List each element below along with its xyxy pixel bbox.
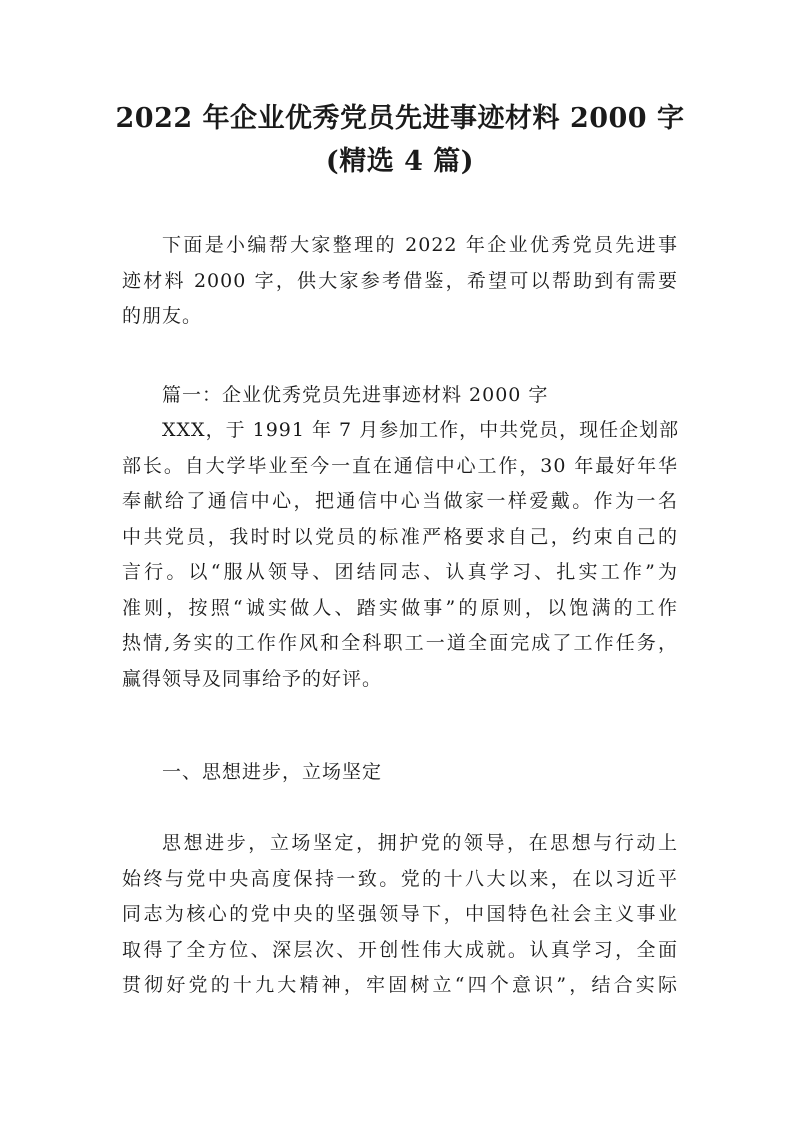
body-line: XXX，于 1991 年 7 月参加工作，中共党员，现任企划部 — [162, 419, 680, 441]
body-line: 同志为核心的党中央的坚强领导下，中国特色社会主义事业 — [122, 903, 678, 925]
body-line: 始终与党中央高度保持一致。党的十八大以来，在以习近平 — [122, 867, 678, 890]
body-line: 准则，按照“诚实做人、踏实做事”的原则，以饱满的工作 — [122, 596, 678, 619]
body-line: 思想进步，立场坚定，拥护党的领导，在思想与行动上 — [162, 832, 678, 854]
section-heading — [122, 378, 678, 414]
title-line-1: 2022 年企业优秀党员先进事迹材料 2000 字 — [115, 103, 685, 134]
section-heading-text: 篇一：企业优秀党员先进事迹材料 2000 字 — [162, 384, 549, 406]
body-line: 中共党员，我时时以党员的标准严格要求自己，约束自己的 — [122, 525, 678, 548]
body-line: 赢得领导及同事给予的好评。 — [122, 667, 383, 690]
body-paragraph-2 — [122, 826, 678, 1004]
document-title — [100, 97, 700, 183]
body-paragraph-1 — [122, 413, 678, 697]
body-line: 部长。自大学毕业至今一直在通信中心工作，30 年最好年华 — [122, 454, 678, 477]
intro-line: 迹材料 2000 字，供大家参考借鉴，希望可以帮助到有需要 — [122, 269, 678, 292]
body-line: 取得了全方位、深层次、开创性伟大成就。认真学习，全面 — [122, 938, 678, 961]
title-line-2: (精选 4 篇) — [325, 146, 475, 177]
body-line: 热情,务实的工作作风和全科职工一道全面完成了工作任务， — [122, 632, 678, 654]
subheading-text: 一、思想进步，立场坚定 — [162, 761, 383, 783]
intro-line: 的朋友。 — [122, 305, 203, 327]
body-line: 贯彻好党的十九大精神，牢固树立“四个意识”，结合实际 — [122, 974, 678, 996]
intro-line: 下面是小编帮大家整理的 2022 年企业优秀党员先进事 — [162, 234, 678, 256]
body-line: 言行。以“服从领导、团结同志、认真学习、扎实工作”为 — [122, 561, 678, 583]
subheading — [122, 755, 678, 791]
body-line: 奉献给了通信中心，把通信中心当做家一样爱戴。作为一名 — [122, 490, 678, 512]
intro-paragraph — [122, 228, 678, 335]
